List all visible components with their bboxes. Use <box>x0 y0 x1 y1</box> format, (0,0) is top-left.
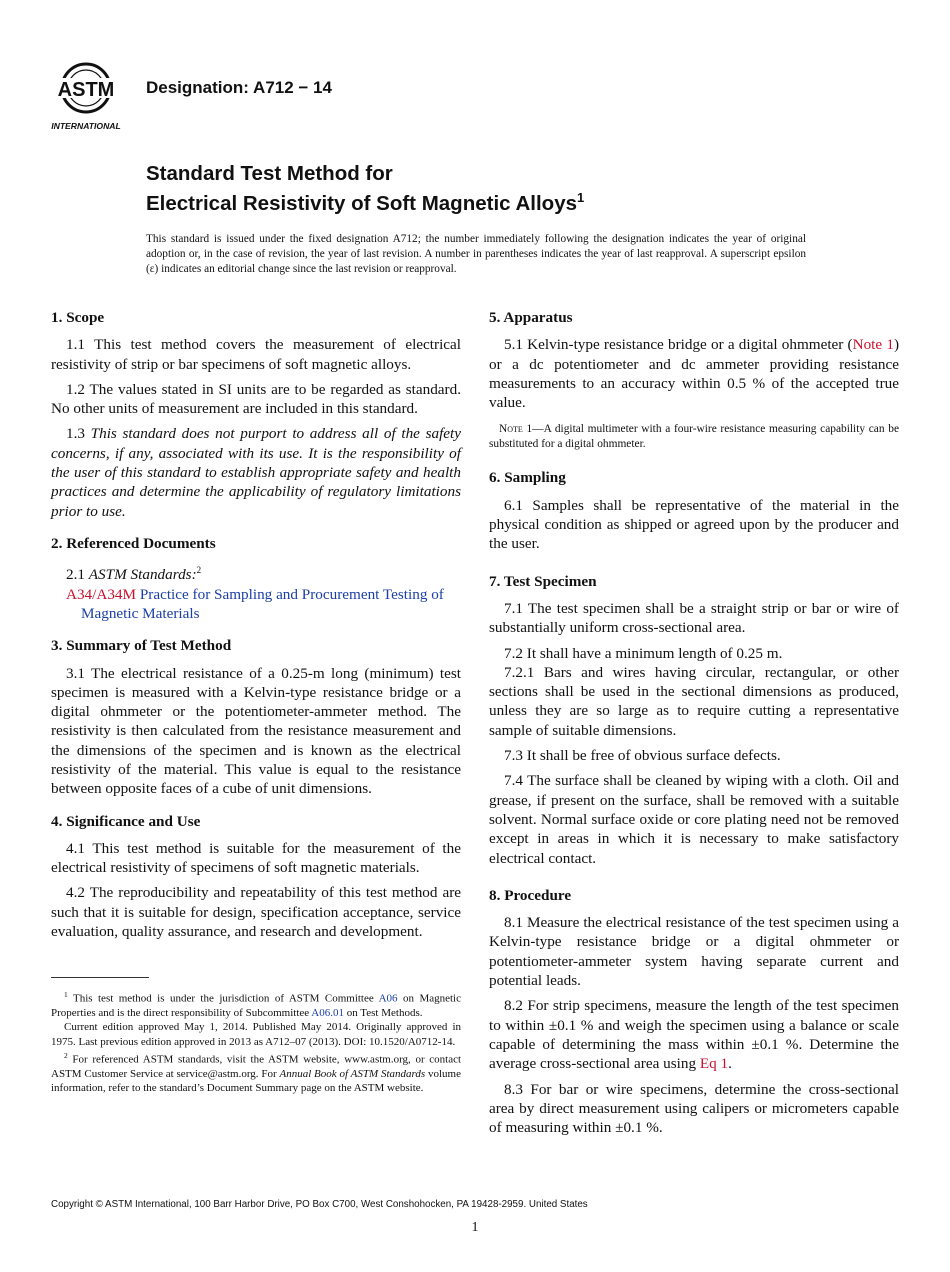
footnote-2-part-a: For referenced ASTM standards, visit the ASTM website, www.astm.org, or contact ASTM Customer Service at service@astm.org. For <box>51 1053 462 1080</box>
heading-referenced-documents: 2. Referenced Documents <box>51 534 216 552</box>
logo-text: ASTM <box>57 79 115 101</box>
title-line-2 <box>146 186 584 216</box>
reference-a34[interactable] <box>51 585 461 624</box>
committee-a06-link[interactable]: A06 <box>378 992 398 1005</box>
para-1-3 <box>51 424 461 520</box>
para-5-1-part-b: ) or a dc potentiometer and dc ammeter providing resistance measurements to an accuracy within 0.5 % of the accepted true value. <box>489 336 900 412</box>
reference-code-link[interactable]: A34/A34M <box>66 585 137 603</box>
footnote-1-part-b: on Magnetic Properties and is the direct responsibility of Subcommittee <box>51 992 461 1019</box>
document-title <box>146 162 584 216</box>
title-line-1: Standard Test Method for <box>146 162 393 185</box>
heading-procedure: 8. Procedure <box>489 886 572 904</box>
footnote-rule <box>51 977 149 978</box>
para-4-1: 4.1 This test method is suitable for the measurement of the electrical resistivity of specimens of soft magnetic materials. <box>51 839 461 877</box>
note-1-link[interactable]: Note 1 <box>852 336 894 354</box>
note-1-text: —A digital multimeter with a four-wire resistance measuring capability can be substituted for a digital ohmmeter. <box>489 423 899 451</box>
para-5-1 <box>489 335 899 412</box>
heading-test-specimen: 7. Test Specimen <box>489 572 597 590</box>
title-line-2-text: Electrical Resistivity of Soft Magnetic Alloys <box>146 191 578 215</box>
eq-1-link[interactable]: Eq 1 <box>699 1055 729 1073</box>
note-1-label: Note 1 <box>499 423 533 436</box>
para-7-3: 7.3 It shall be free of obvious surface defects. <box>504 747 781 765</box>
para-2-1-number: 2.1 <box>66 566 85 584</box>
para-6-1: 6.1 Samples shall be representative of the material in the physical condition as shipped or agreed upon by the producer and the user. <box>489 496 899 553</box>
footnote-1-edition: Current edition approved May 1, 2014. Published May 2014. Originally approved in 1975. Last previous edition approved in 2013 as A712–07 (2013). DOI: 10.1520/A0712-14. <box>51 1021 461 1048</box>
para-8-2 <box>489 996 899 1073</box>
para-7-2-1: 7.2.1 Bars and wires having circular, rectangular, or other sections shall be used in the sectional dimensions as produced, unless they are so large as to require cutting a representative sample of suitable dimensions. <box>489 663 899 739</box>
title-footnote-mark: 1 <box>577 190 585 205</box>
para-1-3-number: 1.3 <box>66 425 85 443</box>
heading-scope: 1. Scope <box>51 309 105 326</box>
para-8-3: 8.3 For bar or wire specimens, determine the cross-sectional area by direct measurement using calipers or micrometers capable of measuring within ±0.1 %. <box>489 1080 899 1137</box>
para-8-1: 8.1 Measure the electrical resistance of the test specimen using a Kelvin-type resistance bridge or a digital ohmmeter or potentiometer-ammeter system having separate current and potential leads. <box>489 914 899 990</box>
para-7-1: 7.1 The test specimen shall be a straight strip or bar or wire of substantially uniform cross-sectional area. <box>489 599 899 637</box>
logo-subtext: INTERNATIONAL <box>51 121 121 131</box>
para-4-2: 4.2 The reproducibility and repeatability of this test method are such that it is suitable for design, specification acceptance, service evaluation, quality assurance, and research and development. <box>51 884 461 941</box>
heading-sampling: 6. Sampling <box>489 469 566 487</box>
para-7-2: 7.2 It shall have a minimum length of 0.25 m. <box>504 644 783 662</box>
footnote-1-part-a: This test method is under the jurisdiction of ASTM Committee <box>73 992 379 1005</box>
footnote-2-part-b: volume information, refer to the standard’s Document Summary page on the ASTM website. <box>51 1067 461 1095</box>
footnote-1 <box>51 988 461 1020</box>
designation: Designation: A712 − 14 <box>146 78 332 97</box>
subcommittee-a06-01-link[interactable]: A06.01 <box>311 1006 344 1019</box>
para-8-2-part-a: 8.2 For strip specimens, measure the length of the test specimen to within ±0.1 % and weigh the specimen using a balance or scale capable of determining the mass within ±0.1 %. Determine the average cross-sectional area using <box>489 997 899 1073</box>
para-8-2-part-b: . <box>728 1055 732 1073</box>
copyright-notice: Copyright © ASTM International, 100 Barr Harbor Drive, PO Box C700, West Conshohocken, PA 19428-2959. United States <box>51 1199 588 1210</box>
footnote-2-italic: Annual Book of ASTM Standards <box>279 1067 426 1080</box>
page-number: 1 <box>471 1220 479 1235</box>
para-2-1 <box>51 561 461 584</box>
footnote-2 <box>51 1049 461 1096</box>
left-column <box>51 308 461 947</box>
right-column <box>489 308 899 1143</box>
para-1-2: 1.2 The values stated in SI units are to be regarded as standard. No other units of measurement are included in this standard. <box>51 380 461 418</box>
astm-logo-mark <box>50 58 136 134</box>
para-2-1-label: ASTM Standards: <box>88 566 197 584</box>
heading-summary: 3. Summary of Test Method <box>51 637 232 655</box>
heading-significance: 4. Significance and Use <box>51 812 201 830</box>
issuance-statement: This standard is issued under the fixed designation A712; the number immediately following the designation indicates the year of original adoption or, in the case of revision, the year of last revision. A number in parentheses indicates the year of last reapproval. A superscript epsilon (ε) indicates an editorial change since the last revision or reapproval. <box>146 233 806 275</box>
footnote-2-mark: 2 <box>64 1050 68 1060</box>
para-7-4: 7.4 The surface shall be cleaned by wiping with a cloth. Oil and grease, if present on the surface, shall be removed with a suitable solvent. Normal surface oxide or core plating need not be removed except in areas in which it is necessary to make satisfactory electrical contact. <box>489 772 899 867</box>
para-2-1-footnote-mark: 2 <box>196 565 202 576</box>
para-3-1: 3.1 The electrical resistance of a 0.25-m long (minimum) test specimen is measured with a Kelvin-type resistance bridge or a digital ohmmeter or the potentiometer-ammeter method. The resistivity is then calculated from the resistance measurement and the dimensions of the specimen and is known as the electrical resistivity of the material. This value is equal to the resistance between opposite faces of a cube of unit dimensions. <box>51 664 461 798</box>
footnote-1-mark: 1 <box>64 990 68 999</box>
para-1-1: 1.1 This test method covers the measurement of electrical resistivity of strip or bar specimens of soft magnetic alloys. <box>51 336 461 373</box>
para-5-1-part-a: 5.1 Kelvin-type resistance bridge or a digital ohmmeter ( <box>504 336 853 354</box>
reference-title-link[interactable]: Practice for Sampling and Procurement Testing of Magnetic Materials <box>81 585 444 622</box>
footnotes <box>51 988 461 1095</box>
heading-apparatus: 5. Apparatus <box>489 309 573 326</box>
para-1-3-text: This standard does not purport to address all of the safety concerns, if any, associated with its use. It is the responsibility of the user of this standard to establish appropriate safety and health practices and determine the applicability of regulatory limitations prior to use. <box>51 425 462 520</box>
footnote-1-part-c: on Test Methods. <box>344 1006 423 1019</box>
note-1 <box>489 422 899 452</box>
astm-logo <box>50 58 136 134</box>
